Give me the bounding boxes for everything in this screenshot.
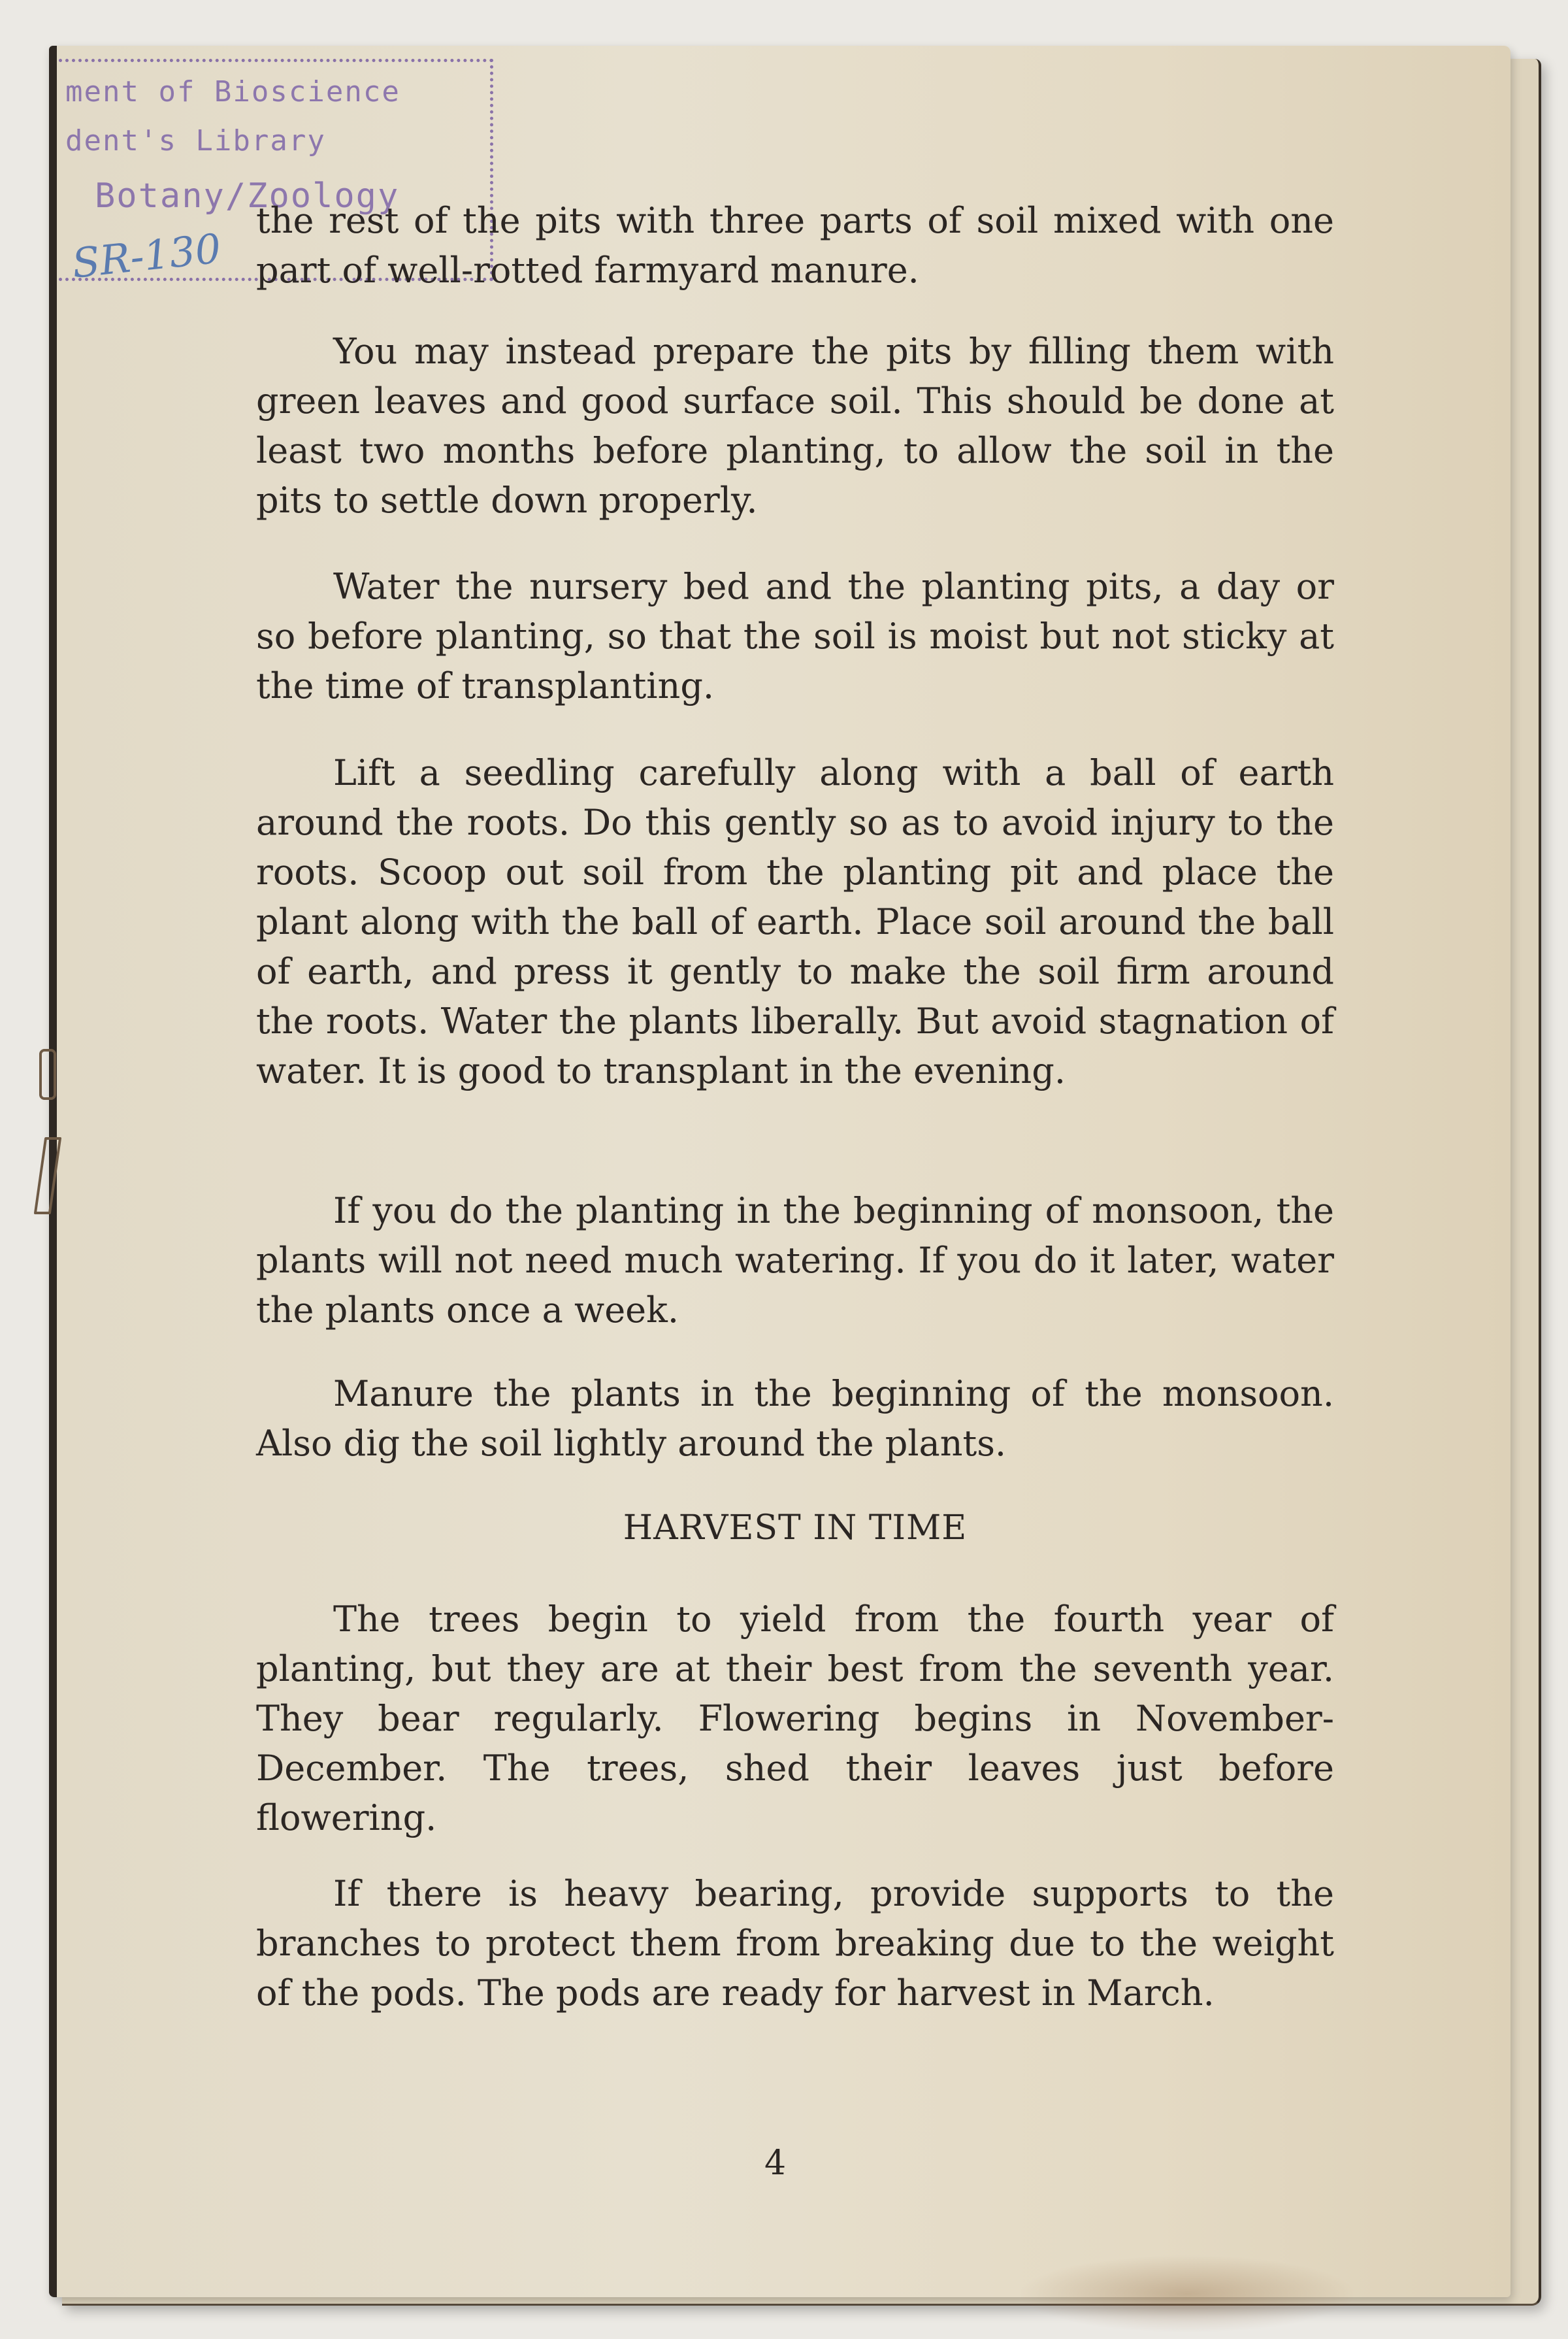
paragraph-text: You may instead prepare the pits by filling them with green leaves and good surface soil. This should be done at least two months before planting, to allow the soil in the pits to settle down properly.	[256, 331, 1334, 521]
paragraph-text: If there is heavy bearing, provide supports to the branches to protect them from breaking due to the weight of the pods. The pods are ready for harvest in March.	[256, 1873, 1334, 2014]
paragraph	[256, 562, 1334, 711]
paragraph-text: Water the nursery bed and the planting pits, a day or so before planting, so that the soil is moist but not sticky at the time of transplanting.	[256, 566, 1334, 706]
paragraph-text: The trees begin to yield from the fourth year of planting, but they are at their best from the seventh year. They bear regularly. Flowering begins in November-December. The trees, shed their leaves just before flowering.	[256, 1599, 1334, 1838]
paragraph	[256, 1186, 1334, 1335]
paragraph	[256, 327, 1334, 525]
stamp-line-department: ment of Bioscience	[65, 75, 400, 108]
paragraph-text: Lift a seedling carefully along with a ball of earth around the roots. Do this gently so as to avoid injury to the roots. Scoop out soil from the planting pit and place the plant along with the ball of earth. Place soil around the ball of earth, and press it gently to make the soil firm around the roots. Water the plants liberally. But avoid stagnation of water. It is good to transplant in the evening.	[256, 752, 1334, 1091]
paragraph	[256, 1369, 1334, 1468]
paragraph-text: Manure the plants in the beginning of the monsoon. Also dig the soil lightly around the plants.	[256, 1373, 1334, 1464]
stamp-line-library: dent's Library	[65, 124, 326, 158]
paragraph	[256, 196, 1334, 295]
handwritten-accession-number: SR-130	[69, 224, 223, 288]
paragraph-text: the rest of the pits with three parts of soil mixed with one part of well-rotted farmyard manure.	[256, 200, 1334, 291]
paragraph	[256, 1869, 1334, 2018]
paragraph	[256, 1595, 1334, 1843]
binding-staple-icon	[39, 1049, 56, 1100]
page-number: 4	[764, 2144, 787, 2183]
section-heading: HARVEST IN TIME	[623, 1508, 968, 1548]
water-stain	[1017, 2255, 1357, 2333]
paragraph-text: If you do the planting in the beginning of monsoon, the plants will not need much watering. If you do it later, water the plants once a week.	[256, 1190, 1334, 1331]
stamp-line-section: Botany/Zoology	[95, 176, 400, 216]
paragraph	[256, 748, 1334, 1096]
